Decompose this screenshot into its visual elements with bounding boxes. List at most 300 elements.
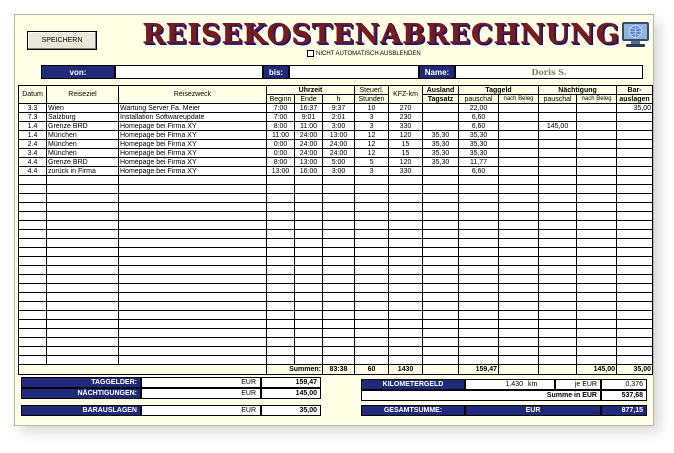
table-cell[interactable] (617, 257, 653, 266)
table-cell[interactable] (355, 239, 389, 248)
table-cell[interactable] (119, 347, 267, 356)
table-cell[interactable] (499, 149, 539, 158)
table-cell[interactable] (617, 230, 653, 239)
table-cell[interactable]: 35,30 (423, 131, 459, 140)
table-cell[interactable] (499, 194, 539, 203)
table-cell[interactable] (323, 257, 355, 266)
table-cell[interactable] (19, 275, 47, 284)
table-cell[interactable] (539, 311, 577, 320)
table-cell[interactable]: 11:00 (295, 122, 323, 131)
table-cell[interactable]: 12 (355, 140, 389, 149)
table-cell[interactable]: 13:00 (267, 167, 295, 176)
table-cell[interactable]: Homepage bei Firma XY (119, 167, 267, 176)
table-cell[interactable]: 7.3 (19, 113, 47, 122)
table-cell[interactable] (459, 176, 499, 185)
table-cell[interactable] (295, 347, 323, 356)
table-cell[interactable] (295, 284, 323, 293)
table-cell[interactable] (617, 149, 653, 158)
table-cell[interactable] (267, 266, 295, 275)
table-cell[interactable] (47, 293, 119, 302)
table-cell[interactable] (459, 212, 499, 221)
table-cell[interactable] (267, 230, 295, 239)
table-cell[interactable]: 3 (355, 113, 389, 122)
table-cell[interactable] (577, 167, 617, 176)
table-cell[interactable] (577, 302, 617, 311)
table-cell[interactable] (423, 194, 459, 203)
table-cell[interactable] (119, 275, 267, 284)
table-cell[interactable] (389, 284, 423, 293)
table-cell[interactable]: München (47, 131, 119, 140)
table-cell[interactable]: 24:00 (323, 140, 355, 149)
table-cell[interactable] (47, 266, 119, 275)
table-cell[interactable] (423, 239, 459, 248)
table-cell[interactable] (617, 221, 653, 230)
table-cell[interactable]: 35,30 (459, 149, 499, 158)
table-cell[interactable]: Homepage bei Firma XY (119, 140, 267, 149)
table-cell[interactable]: 3:00 (323, 122, 355, 131)
autohide-checkbox[interactable] (307, 50, 314, 57)
table-cell[interactable] (267, 275, 295, 284)
table-cell[interactable] (355, 329, 389, 338)
table-cell[interactable] (119, 329, 267, 338)
table-cell[interactable] (19, 239, 47, 248)
table-cell[interactable] (355, 194, 389, 203)
table-cell[interactable] (539, 338, 577, 347)
table-cell[interactable] (295, 176, 323, 185)
table-cell[interactable] (389, 266, 423, 275)
table-cell[interactable] (389, 194, 423, 203)
table-cell[interactable] (577, 194, 617, 203)
table-cell[interactable] (355, 176, 389, 185)
table-cell[interactable] (423, 176, 459, 185)
table-cell[interactable] (617, 266, 653, 275)
table-cell[interactable] (119, 248, 267, 257)
table-cell[interactable] (459, 194, 499, 203)
table-cell[interactable]: 24:00 (295, 149, 323, 158)
table-cell[interactable] (47, 302, 119, 311)
table-cell[interactable] (539, 221, 577, 230)
table-cell[interactable] (119, 221, 267, 230)
table-cell[interactable] (323, 275, 355, 284)
table-cell[interactable] (119, 239, 267, 248)
table-cell[interactable] (459, 185, 499, 194)
table-cell[interactable]: München (47, 149, 119, 158)
table-cell[interactable] (323, 194, 355, 203)
table-cell[interactable] (355, 275, 389, 284)
table-cell[interactable]: Wartung Server Fa. Meier (119, 104, 267, 113)
table-cell[interactable] (47, 230, 119, 239)
table-cell[interactable] (355, 257, 389, 266)
table-cell[interactable] (389, 239, 423, 248)
table-cell[interactable] (459, 230, 499, 239)
table-cell[interactable] (19, 338, 47, 347)
table-cell[interactable] (323, 320, 355, 329)
table-cell[interactable] (499, 347, 539, 356)
table-cell[interactable] (295, 194, 323, 203)
table-cell[interactable] (323, 212, 355, 221)
table-cell[interactable] (323, 176, 355, 185)
table-cell[interactable] (323, 230, 355, 239)
table-cell[interactable] (389, 347, 423, 356)
table-cell[interactable] (423, 185, 459, 194)
table-cell[interactable] (47, 284, 119, 293)
table-cell[interactable] (323, 221, 355, 230)
table-cell[interactable] (119, 293, 267, 302)
table-cell[interactable]: 5 (355, 158, 389, 167)
table-cell[interactable] (389, 293, 423, 302)
table-cell[interactable] (617, 158, 653, 167)
table-cell[interactable] (617, 275, 653, 284)
table-cell[interactable]: Installation Softwareupdate (119, 113, 267, 122)
table-cell[interactable] (267, 257, 295, 266)
table-cell[interactable]: 5:00 (323, 158, 355, 167)
table-cell[interactable]: 7:00 (267, 104, 295, 113)
table-cell[interactable] (47, 248, 119, 257)
table-cell[interactable] (459, 356, 499, 365)
table-cell[interactable] (323, 311, 355, 320)
table-cell[interactable] (267, 221, 295, 230)
table-cell[interactable]: 10 (355, 104, 389, 113)
table-cell[interactable] (119, 302, 267, 311)
table-cell[interactable] (577, 149, 617, 158)
table-cell[interactable] (355, 203, 389, 212)
table-cell[interactable] (577, 122, 617, 131)
table-cell[interactable] (267, 293, 295, 302)
table-cell[interactable] (577, 275, 617, 284)
table-cell[interactable] (499, 212, 539, 221)
table-cell[interactable] (19, 329, 47, 338)
table-cell[interactable] (389, 221, 423, 230)
table-cell[interactable] (423, 275, 459, 284)
table-cell[interactable]: 230 (389, 113, 423, 122)
table-cell[interactable] (267, 302, 295, 311)
table-cell[interactable] (267, 185, 295, 194)
table-cell[interactable]: 330 (389, 122, 423, 131)
table-cell[interactable] (539, 284, 577, 293)
table-cell[interactable] (19, 221, 47, 230)
table-cell[interactable] (355, 248, 389, 257)
table-cell[interactable]: 8:00 (267, 122, 295, 131)
table-cell[interactable] (423, 167, 459, 176)
table-cell[interactable] (617, 347, 653, 356)
table-cell[interactable] (47, 257, 119, 266)
table-cell[interactable]: 6,60 (459, 113, 499, 122)
table-cell[interactable] (267, 248, 295, 257)
table-cell[interactable] (617, 338, 653, 347)
table-cell[interactable] (355, 293, 389, 302)
table-cell[interactable] (499, 356, 539, 365)
table-cell[interactable] (539, 185, 577, 194)
table-cell[interactable] (499, 266, 539, 275)
table-cell[interactable] (19, 212, 47, 221)
table-cell[interactable]: 0:00 (267, 140, 295, 149)
table-cell[interactable] (267, 176, 295, 185)
table-cell[interactable] (267, 347, 295, 356)
table-cell[interactable] (499, 248, 539, 257)
table-cell[interactable] (499, 104, 539, 113)
table-cell[interactable] (617, 320, 653, 329)
table-cell[interactable] (423, 230, 459, 239)
table-cell[interactable] (19, 203, 47, 212)
table-cell[interactable] (323, 203, 355, 212)
table-cell[interactable] (19, 347, 47, 356)
table-cell[interactable] (499, 320, 539, 329)
table-cell[interactable] (119, 185, 267, 194)
table-cell[interactable] (355, 320, 389, 329)
table-cell[interactable] (47, 239, 119, 248)
table-cell[interactable] (267, 320, 295, 329)
table-cell[interactable]: 11,77 (459, 158, 499, 167)
table-cell[interactable] (577, 176, 617, 185)
table-cell[interactable] (499, 293, 539, 302)
table-cell[interactable] (389, 356, 423, 365)
table-cell[interactable] (577, 221, 617, 230)
table-cell[interactable] (499, 257, 539, 266)
table-cell[interactable] (119, 284, 267, 293)
table-cell[interactable] (459, 221, 499, 230)
table-cell[interactable] (539, 239, 577, 248)
table-cell[interactable]: 120 (389, 158, 423, 167)
table-cell[interactable] (459, 239, 499, 248)
table-cell[interactable]: 120 (389, 131, 423, 140)
table-cell[interactable] (499, 221, 539, 230)
table-cell[interactable] (577, 257, 617, 266)
table-cell[interactable]: Homepage bei Firma XY (119, 158, 267, 167)
table-cell[interactable] (617, 131, 653, 140)
table-cell[interactable] (459, 284, 499, 293)
table-cell[interactable] (355, 266, 389, 275)
table-cell[interactable] (459, 266, 499, 275)
table-cell[interactable] (47, 356, 119, 365)
table-cell[interactable] (355, 230, 389, 239)
table-cell[interactable] (499, 311, 539, 320)
table-cell[interactable] (617, 122, 653, 131)
table-cell[interactable]: 8:00 (267, 158, 295, 167)
table-cell[interactable] (323, 284, 355, 293)
table-cell[interactable] (459, 329, 499, 338)
table-cell[interactable] (119, 257, 267, 266)
table-cell[interactable] (47, 185, 119, 194)
table-cell[interactable]: 15 (389, 140, 423, 149)
table-cell[interactable]: Homepage bei Firma XY (119, 149, 267, 158)
table-cell[interactable] (389, 302, 423, 311)
table-cell[interactable] (617, 239, 653, 248)
table-cell[interactable] (423, 212, 459, 221)
table-cell[interactable]: Salzburg (47, 113, 119, 122)
table-cell[interactable] (577, 203, 617, 212)
table-cell[interactable] (499, 230, 539, 239)
table-cell[interactable] (423, 311, 459, 320)
table-cell[interactable] (119, 230, 267, 239)
table-cell[interactable] (423, 347, 459, 356)
table-cell[interactable] (389, 257, 423, 266)
table-cell[interactable] (323, 356, 355, 365)
table-cell[interactable] (295, 329, 323, 338)
von-field[interactable] (115, 65, 263, 79)
table-cell[interactable] (423, 293, 459, 302)
table-cell[interactable] (577, 338, 617, 347)
table-cell[interactable] (19, 176, 47, 185)
table-cell[interactable] (539, 248, 577, 257)
table-cell[interactable] (295, 212, 323, 221)
table-cell[interactable]: 35,30 (423, 149, 459, 158)
table-cell[interactable]: 0:00 (267, 149, 295, 158)
table-cell[interactable] (355, 338, 389, 347)
table-cell[interactable] (295, 311, 323, 320)
table-cell[interactable] (459, 248, 499, 257)
table-cell[interactable] (389, 212, 423, 221)
table-cell[interactable] (295, 356, 323, 365)
table-cell[interactable] (295, 185, 323, 194)
table-cell[interactable] (295, 248, 323, 257)
table-cell[interactable] (577, 347, 617, 356)
table-cell[interactable]: 13:00 (323, 131, 355, 140)
table-cell[interactable]: 330 (389, 167, 423, 176)
table-cell[interactable] (295, 230, 323, 239)
table-cell[interactable] (499, 329, 539, 338)
table-cell[interactable] (423, 113, 459, 122)
table-cell[interactable] (539, 149, 577, 158)
table-cell[interactable] (577, 131, 617, 140)
table-cell[interactable] (617, 311, 653, 320)
table-cell[interactable] (19, 293, 47, 302)
table-cell[interactable]: 270 (389, 104, 423, 113)
table-cell[interactable] (19, 311, 47, 320)
table-cell[interactable] (19, 284, 47, 293)
table-cell[interactable] (539, 275, 577, 284)
table-cell[interactable] (459, 257, 499, 266)
table-cell[interactable] (423, 329, 459, 338)
table-cell[interactable] (389, 176, 423, 185)
table-cell[interactable]: Grenze BRD (47, 158, 119, 167)
table-cell[interactable] (267, 194, 295, 203)
table-cell[interactable] (267, 356, 295, 365)
table-cell[interactable] (267, 329, 295, 338)
table-cell[interactable]: 1.4 (19, 122, 47, 131)
table-cell[interactable] (617, 185, 653, 194)
table-cell[interactable] (295, 203, 323, 212)
table-cell[interactable] (423, 257, 459, 266)
bis-field[interactable] (289, 65, 419, 79)
table-cell[interactable]: 145,00 (539, 122, 577, 131)
table-cell[interactable] (539, 293, 577, 302)
table-cell[interactable] (47, 194, 119, 203)
table-cell[interactable] (355, 302, 389, 311)
table-cell[interactable]: 12 (355, 131, 389, 140)
table-cell[interactable] (295, 239, 323, 248)
table-cell[interactable] (295, 302, 323, 311)
table-cell[interactable] (295, 266, 323, 275)
table-cell[interactable]: 24:00 (295, 140, 323, 149)
table-cell[interactable] (539, 356, 577, 365)
table-cell[interactable]: 4.4 (19, 158, 47, 167)
table-cell[interactable] (499, 302, 539, 311)
table-cell[interactable] (19, 320, 47, 329)
table-cell[interactable] (19, 185, 47, 194)
table-cell[interactable] (539, 158, 577, 167)
table-cell[interactable] (617, 356, 653, 365)
table-cell[interactable] (499, 185, 539, 194)
table-cell[interactable] (267, 311, 295, 320)
table-cell[interactable] (459, 302, 499, 311)
table-cell[interactable]: 13:00 (295, 158, 323, 167)
table-cell[interactable]: 16:37 (295, 104, 323, 113)
table-cell[interactable]: 7:00 (267, 113, 295, 122)
table-cell[interactable] (459, 203, 499, 212)
table-cell[interactable] (423, 356, 459, 365)
table-cell[interactable]: 35,30 (459, 131, 499, 140)
name-field[interactable]: Doris S. (455, 65, 643, 79)
table-cell[interactable] (459, 311, 499, 320)
table-cell[interactable]: 22,00 (459, 104, 499, 113)
table-cell[interactable] (617, 302, 653, 311)
table-cell[interactable] (47, 176, 119, 185)
table-cell[interactable] (617, 140, 653, 149)
table-cell[interactable] (499, 158, 539, 167)
table-cell[interactable]: 6,60 (459, 167, 499, 176)
table-cell[interactable] (389, 248, 423, 257)
table-cell[interactable] (119, 203, 267, 212)
table-cell[interactable]: München (47, 140, 119, 149)
table-cell[interactable] (499, 338, 539, 347)
table-cell[interactable]: 2:01 (323, 113, 355, 122)
table-cell[interactable] (355, 347, 389, 356)
table-cell[interactable] (577, 230, 617, 239)
table-cell[interactable] (267, 284, 295, 293)
table-cell[interactable] (19, 266, 47, 275)
table-cell[interactable] (577, 311, 617, 320)
table-cell[interactable] (295, 338, 323, 347)
table-cell[interactable] (19, 230, 47, 239)
table-cell[interactable] (617, 329, 653, 338)
table-cell[interactable]: 35,30 (423, 140, 459, 149)
table-cell[interactable] (295, 293, 323, 302)
table-cell[interactable] (423, 203, 459, 212)
table-cell[interactable]: 3 (355, 122, 389, 131)
table-cell[interactable] (577, 113, 617, 122)
table-cell[interactable]: 6,60 (459, 122, 499, 131)
table-cell[interactable]: 3.3 (19, 104, 47, 113)
table-cell[interactable] (539, 329, 577, 338)
table-cell[interactable] (499, 140, 539, 149)
table-cell[interactable] (499, 239, 539, 248)
table-cell[interactable] (577, 329, 617, 338)
table-cell[interactable] (577, 284, 617, 293)
table-cell[interactable] (389, 203, 423, 212)
table-cell[interactable] (539, 104, 577, 113)
table-cell[interactable] (47, 275, 119, 284)
table-cell[interactable] (423, 104, 459, 113)
table-cell[interactable]: Grenze BRD (47, 122, 119, 131)
table-cell[interactable]: Homepage bei Firma XY (119, 131, 267, 140)
table-cell[interactable] (119, 356, 267, 365)
table-cell[interactable]: 1.4 (19, 131, 47, 140)
table-cell[interactable]: 4.4 (19, 167, 47, 176)
table-cell[interactable]: 9:37 (323, 104, 355, 113)
table-cell[interactable] (119, 212, 267, 221)
table-cell[interactable]: 35,00 (617, 104, 653, 113)
table-cell[interactable] (323, 329, 355, 338)
table-cell[interactable] (577, 248, 617, 257)
table-cell[interactable] (355, 311, 389, 320)
table-cell[interactable]: 24:00 (295, 131, 323, 140)
table-cell[interactable] (389, 320, 423, 329)
table-cell[interactable] (577, 158, 617, 167)
table-cell[interactable] (577, 266, 617, 275)
table-cell[interactable] (499, 122, 539, 131)
table-cell[interactable] (617, 113, 653, 122)
table-cell[interactable] (19, 248, 47, 257)
